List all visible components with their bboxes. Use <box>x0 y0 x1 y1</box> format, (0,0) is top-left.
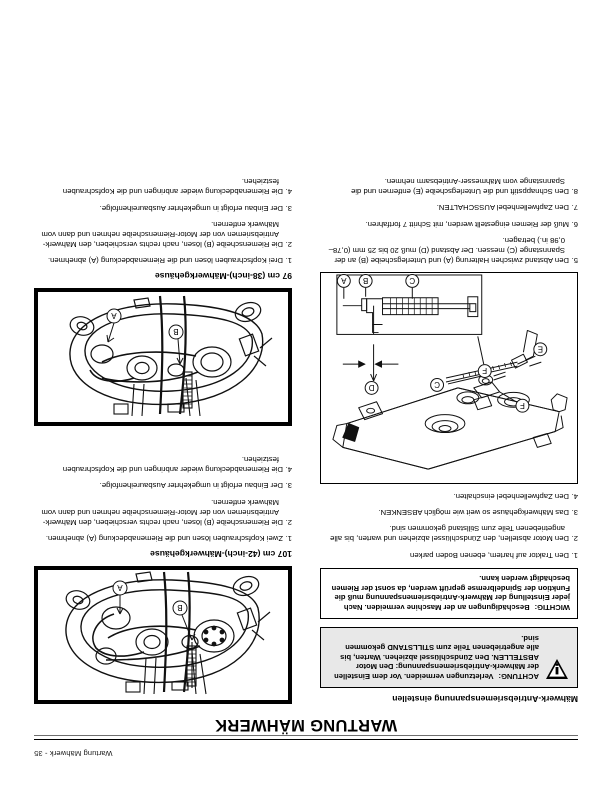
title-divider-rule <box>34 735 578 740</box>
step-number: 3. <box>285 481 292 491</box>
section-heading-42-inch-deck: 107 cm (42-inch)-Mähwerkgehäuse <box>150 549 292 559</box>
step-text: Die Riemenabdeckung wieder anbringen und die Kopfschrauben festziehen. <box>62 455 283 474</box>
step-item <box>320 235 578 265</box>
figure-callout-F: F <box>520 400 525 410</box>
step-number: 6. <box>571 219 578 229</box>
figure-callout-B: B <box>177 603 183 612</box>
step-text: Den Zapfwellenhebel einschalten. <box>453 491 569 501</box>
figure-callout-A-detail: A <box>341 276 347 286</box>
step-number: 7. <box>571 203 578 213</box>
page-content <box>34 34 578 758</box>
step-item <box>34 480 292 490</box>
step-item <box>34 176 292 196</box>
step-number: 1. <box>285 256 292 266</box>
figure-callout-A: A <box>111 311 117 321</box>
figure-callout-A: A <box>117 583 123 592</box>
step-text: Die Riemenabdeckung wieder anbringen und die Kopfschrauben festziehen. <box>62 177 283 197</box>
step-text: Das Mähwerkgehäuse so weit wie möglich ABSENKEN. <box>378 507 569 517</box>
figure-callout-C-detail: C <box>409 276 416 286</box>
figure-callout-D: D <box>368 383 375 393</box>
important-label: WICHTIG: <box>534 603 570 613</box>
step-item <box>320 550 578 560</box>
step-text: Die Riemenscheibe (B) lösen, nach rechts verschieben, den Mähwerk-Antriebsriemen von der Motor-Riemenscheibe nehmen und dann vom Mähwerk entfernen. <box>41 497 283 527</box>
right-column <box>34 170 292 704</box>
important-notice-box <box>320 568 578 619</box>
step-text: Muß der Riemen eingestellt werden, mit Schritt 7 fortfahren. <box>365 219 569 229</box>
left-column <box>320 170 578 704</box>
step-text: Den Zapfwellenhebel AUSSCHALTEN. <box>436 203 569 213</box>
step-number: 1. <box>285 534 292 543</box>
caution-body: Verletzungen vermeiden. Vor dem Einstellen der Mähwerk-Antriebsriemenspannung: Den Motor ABSTELLEN. Den Zündschlüssel abziehen. Warten, bis alle angetriebenen Teile zum STILLSTAND gekommen sind. <box>334 633 539 681</box>
figure-callout-C: C <box>434 380 440 390</box>
section-heading-belt-tension: Mähwerk-Antriebsriemenspannung einstellen <box>392 694 578 704</box>
step-item <box>34 203 292 213</box>
caution-text: ACHTUNG: <box>498 672 539 681</box>
step-text: Den Abstand zwischen Halterung (A) und Unterlegscheibe (B) an der Spannstange (C) messen. Der Abstand (D) muß 20 bis 25 mm (0,78–0,98 in.) betragen. <box>328 236 569 266</box>
step-number: 2. <box>285 517 292 527</box>
step-number: 8. <box>571 187 578 197</box>
step-text: Den Schnappstift und die Unterlegscheibe (E) entfernen und die Spannstange vom Mähmesser-Antriebsarm nehmen. <box>351 177 569 197</box>
step-text: Drei Kopfschrauben lösen und die Riemenabdeckung (A) abnehmen. <box>47 256 283 266</box>
step-number: 4. <box>285 464 292 474</box>
step-number: 4. <box>285 187 292 197</box>
step-text: Die Riemenscheibe (B) lösen, nach rechts verschieben, den Mähwerk-Antriebsriemen von der Motor-Riemenscheibe nehmen und dann vom Mähwerk entfernen. <box>41 219 283 249</box>
step-number: 3. <box>571 507 578 517</box>
step-number: 4. <box>571 491 578 501</box>
step-text: Den Motor abstellen, den Zündschlüssel abziehen und warten, bis alle angetriebenen Teile zum Stillstand gekommen sind. <box>330 524 569 544</box>
step-item <box>320 491 578 501</box>
figure-callout-E: E <box>537 344 543 354</box>
step-item <box>320 176 578 196</box>
step-number: 3. <box>285 203 292 213</box>
section-heading-38-inch-deck: 97 cm (38-inch)-Mähwerkgehäuse <box>154 271 292 282</box>
step-item <box>34 497 292 527</box>
step-number: 5. <box>571 256 578 266</box>
step-text: Der Einbau erfolgt in umgekehrter Ausbaureihenfolge. <box>99 481 283 491</box>
step-number: 1. <box>571 550 578 560</box>
step-item <box>34 454 292 474</box>
important-body: Beschädigungen an der Maschine vermeiden. Nach jeder Einstellung der Mähwerk-Antriebsriemenspannung muß die Funktion der Spindelbremse geprüft werden, da sonst der Riemen beschädigt werden kann. <box>331 574 570 613</box>
mower-deck-belt-tension-diagram <box>320 272 578 484</box>
page-title: WARTUNG MÄHWERK <box>214 716 398 734</box>
caution-notice-box <box>320 627 578 688</box>
step-number: 2. <box>571 534 578 544</box>
step-item <box>34 219 292 249</box>
42-inch-mower-deck-photo <box>34 566 292 704</box>
step-number: 2. <box>285 239 292 249</box>
warning-triangle-icon <box>544 657 570 681</box>
figure-callout-B-detail: B <box>363 276 369 286</box>
figure-callout-B: B <box>173 327 179 337</box>
step-item <box>320 219 578 229</box>
step-item <box>34 255 292 265</box>
step-item <box>320 507 578 517</box>
step-text: Den Traktor auf hartem, ebenen Boden parken <box>410 550 569 560</box>
step-text: Zwei Kopfschrauben lösen und die Riemenabdeckung (A) abnehmen. <box>45 534 283 543</box>
figure-callout-F-detail: F <box>482 366 488 376</box>
running-footer: Wartung Mähwerk - 35 <box>34 749 113 758</box>
step-item <box>34 533 292 543</box>
step-text: Der Einbau erfolgt in umgekehrter Ausbaureihenfolge. <box>99 203 283 213</box>
step-item <box>320 203 578 213</box>
38-inch-mower-deck-photo <box>34 288 292 426</box>
step-item <box>320 523 578 543</box>
